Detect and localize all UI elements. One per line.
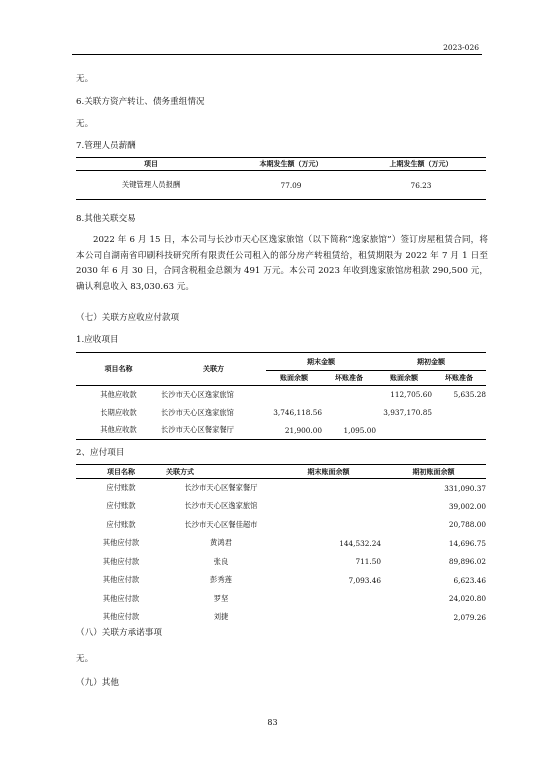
receivable-header-end: 期末金额 xyxy=(266,353,376,371)
payable-header-begin: 期初账面余额 xyxy=(381,465,486,479)
table-cell: 77.09 xyxy=(226,171,356,200)
section-9-heading: （九）其他 xyxy=(76,678,119,688)
table-cell: 应付账款 xyxy=(106,483,136,492)
table-cell: 长沙市天心区逸家旅馆 xyxy=(184,501,258,511)
table-cell: 6,623.46 xyxy=(453,575,486,585)
table-row xyxy=(76,422,486,440)
table-cell xyxy=(266,386,322,404)
table-cell xyxy=(276,479,381,498)
salary-header-item: 项目 xyxy=(76,158,226,171)
table-cell: 21,900.00 xyxy=(266,422,322,440)
receivable-header-balance-end: 账面余额 xyxy=(266,371,322,386)
payable-header-end: 期末账面余额 xyxy=(276,465,381,479)
receivable-header-bad-debt-end: 坏账准备 xyxy=(322,371,376,386)
table-cell xyxy=(322,386,376,404)
table-row xyxy=(76,608,486,627)
table-cell: 长沙市天心区餐家餐厅 xyxy=(161,422,266,440)
table-cell: 长沙市天心区餐佳超市 xyxy=(184,519,258,529)
table-cell: 3,937,170.85 xyxy=(383,408,432,417)
table-cell: 7,093.46 xyxy=(348,575,381,585)
table-cell: 711.50 xyxy=(355,557,381,567)
table-cell: 黄鸿君 xyxy=(210,538,232,548)
receivable-header-balance-begin: 账面余额 xyxy=(376,371,432,386)
table-cell xyxy=(432,422,486,440)
lease-paragraph xyxy=(76,233,488,295)
table-row xyxy=(76,386,486,404)
section-7-heading: 7.管理人员薪酬 xyxy=(76,141,136,151)
table-cell: 其他应付款 xyxy=(102,612,140,622)
lease-paragraph-text: 2022 年 6 月 15 日，本公司与长沙市天心区逸家旅馆（以下简称“逸家旅馆”）签订房屋租赁合同，将本公司自湖南省印刷科技研究所有限责任公司租入的部分房产转租赁给，租赁期限为 2022 年 7 月 1 日至 2030 年 6 月 30 日，合同含税租金总额为 491 万元。本公司 2023 年收到逸家旅馆房租款 290,500 元，确认利息收入 83,030.63 元。 xyxy=(76,235,488,292)
table-cell: 76.23 xyxy=(356,171,486,200)
table-cell: 89,896.02 xyxy=(448,557,486,567)
table-cell: 张良 xyxy=(213,556,229,566)
table-cell: 1,095.00 xyxy=(322,422,376,440)
table-cell: 罗坚 xyxy=(213,593,229,603)
table-cell xyxy=(276,608,381,627)
payable-header-party: 关联方式 xyxy=(166,465,276,479)
table-cell: 长沙市天心区逸家旅馆 xyxy=(161,389,234,399)
table-row xyxy=(76,516,486,535)
section-7-receivables-heading: （七）关联方应收应付款项 xyxy=(76,313,180,323)
payable-header-item: 项目名称 xyxy=(76,465,166,479)
receivables-table xyxy=(76,352,486,440)
header-rule xyxy=(72,54,482,55)
table-cell: 应付账款 xyxy=(106,519,136,529)
table-cell: 5,635.28 xyxy=(453,390,486,400)
table-cell: 彭秀莲 xyxy=(210,575,232,585)
receivable-header-begin: 期初金额 xyxy=(376,353,486,371)
table-cell: 其他应收款 xyxy=(100,389,137,399)
table-row xyxy=(76,590,486,609)
table-cell: 20,788.00 xyxy=(448,520,486,530)
table-cell: 其他应付款 xyxy=(102,575,140,585)
none-text-1: 无。 xyxy=(76,74,94,84)
table-row xyxy=(76,553,486,572)
table-cell: 其他应付款 xyxy=(102,538,140,548)
table-cell xyxy=(322,404,376,422)
table-row xyxy=(76,479,486,498)
table-cell: 其他应付款 xyxy=(102,556,140,566)
salary-table xyxy=(76,157,486,200)
receivable-header-party: 关联方 xyxy=(161,353,266,386)
table-cell: 长期应收款 xyxy=(100,407,137,417)
table-cell xyxy=(276,590,381,609)
table-cell xyxy=(432,404,486,422)
section-8-commitments-heading: （八）关联方承诺事项 xyxy=(76,628,162,638)
table-row xyxy=(76,171,486,200)
salary-header-previous: 上期发生额（万元） xyxy=(356,158,486,171)
table-cell: 112,705.60 xyxy=(390,390,432,400)
receivable-header-bad-debt-begin: 坏账准备 xyxy=(432,371,486,386)
table-cell: 331,090.37 xyxy=(444,483,486,493)
section-8-heading: 8.其他关联交易 xyxy=(76,214,136,224)
table-cell: 长沙市天心区餐家餐厅 xyxy=(184,483,258,492)
table-cell xyxy=(276,516,381,535)
table-row xyxy=(76,404,486,422)
table-cell: 39,002.00 xyxy=(448,501,486,511)
salary-header-current: 本期发生额（万元） xyxy=(226,158,356,171)
table-cell: 其他应付款 xyxy=(102,593,140,603)
table-cell: 144,532.24 xyxy=(339,538,381,548)
table-cell: 刘捷 xyxy=(213,612,229,622)
table-cell: 其他应收款 xyxy=(76,422,161,440)
table-cell: 3,746,118.56 xyxy=(273,408,322,417)
payables-table xyxy=(76,464,486,627)
table-cell: 长沙市天心区逸家旅馆 xyxy=(161,407,234,417)
table-row xyxy=(76,497,486,516)
none-text-2: 无。 xyxy=(76,119,94,129)
document-id: 2023-026 xyxy=(443,43,479,52)
none-text-3: 无。 xyxy=(76,654,94,664)
section-6-heading: 6.关联方资产转让、债务重组情况 xyxy=(76,97,205,107)
table-cell: 14,696.75 xyxy=(448,538,486,548)
page-number: 83 xyxy=(267,718,278,727)
table-cell: 关键管理人员报酬 xyxy=(76,171,226,200)
table-row xyxy=(76,534,486,553)
receivables-subheading: 1.应收项目 xyxy=(76,335,119,345)
payables-subheading: 2、应付项目 xyxy=(76,448,125,458)
table-cell: 24,020.80 xyxy=(448,594,486,604)
table-row xyxy=(76,571,486,590)
table-cell xyxy=(376,422,432,440)
table-cell: 应付账款 xyxy=(106,501,136,511)
table-cell: 2,079.26 xyxy=(453,612,486,622)
table-cell xyxy=(276,497,381,516)
receivable-header-item: 项目名称 xyxy=(76,353,161,386)
